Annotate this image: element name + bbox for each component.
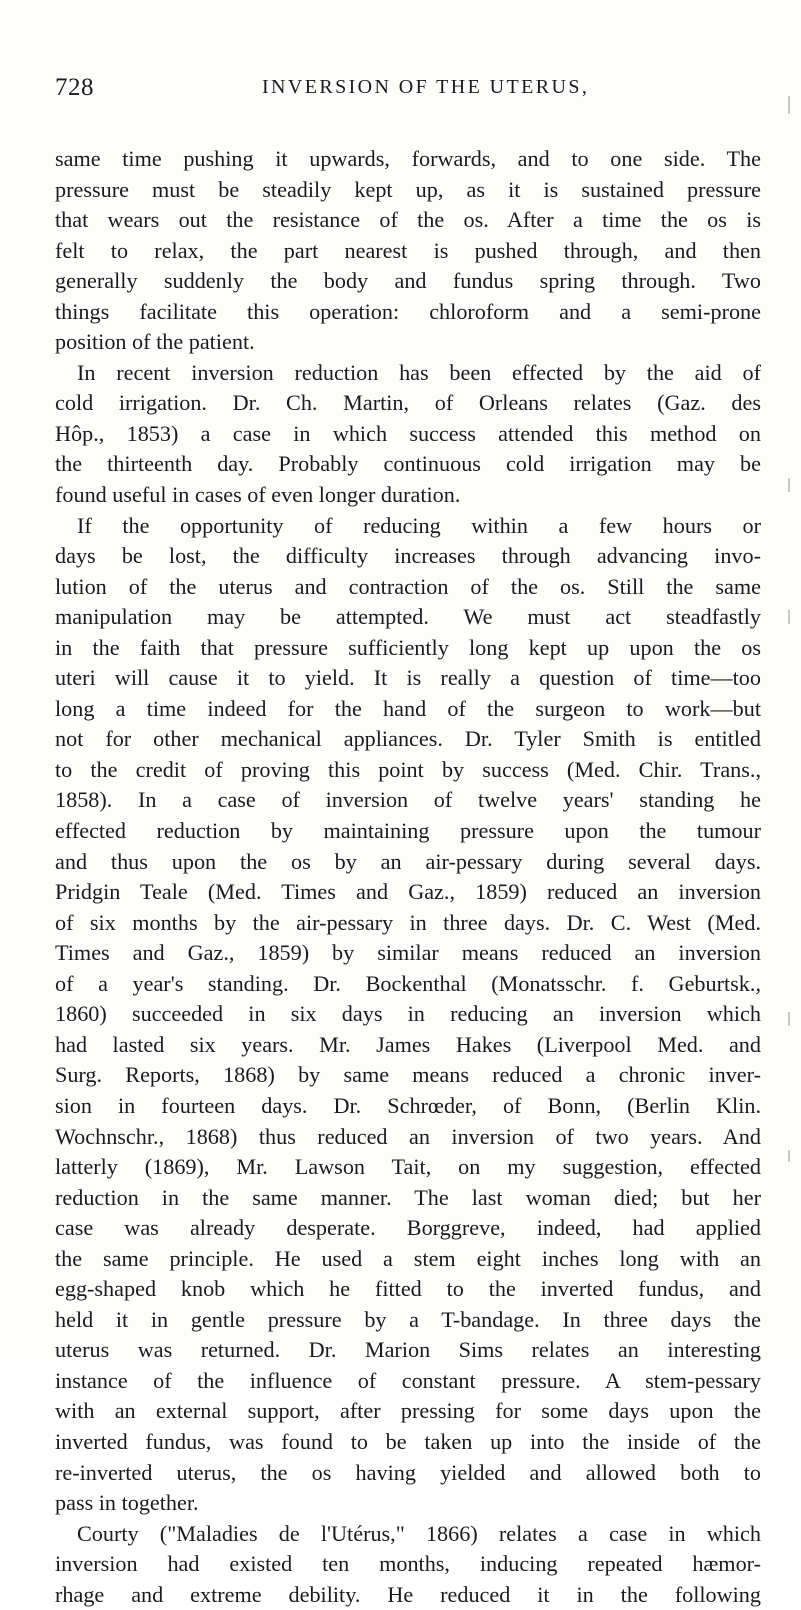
text-line: Wochnschr., 1868) thus reduced an inversion of two years. And	[55, 1123, 761, 1149]
text-line: 1858). In a case of inversion of twelve years' standing he	[55, 787, 761, 813]
text-line: long a time indeed for the hand of the surgeon to work—but	[55, 695, 761, 721]
text-line: effected reduction by maintaining pressure upon the tumour	[55, 818, 761, 844]
text-line: not for other mechanical appliances. Dr. Tyler Smith is entitled	[55, 726, 761, 752]
text-line: position of the patient.	[55, 329, 255, 355]
text-line: 1860) succeeded in six days in reducing an inversion which	[55, 1001, 761, 1027]
text-line: instance of the influence of constant pressure. A stem-pessary	[55, 1367, 761, 1393]
text-line: the thirteenth day. Probably continuous cold irrigation may be	[55, 451, 761, 477]
text-line: inverted fundus, was found to be taken up into the inside of the	[55, 1428, 761, 1454]
page-number: 728	[55, 74, 94, 101]
text-line: uterus was returned. Dr. Marion Sims relates an interesting	[55, 1337, 761, 1363]
text-line: held it in gentle pressure by a T-bandage. In three days the	[55, 1306, 761, 1332]
text-line: If the opportunity of reducing within a few hours or	[77, 512, 761, 538]
text-line: cold irrigation. Dr. Ch. Martin, of Orleans relates (Gaz. des	[55, 390, 761, 416]
text-line: re-inverted uterus, the os having yielded and allowed both to	[55, 1459, 761, 1485]
text-line: that wears out the resistance of the os. After a time the os is	[55, 207, 761, 233]
text-line: pass in together.	[55, 1490, 199, 1516]
text-line: reduction in the same manner. The last woman died; but her	[55, 1184, 761, 1210]
text-line: things facilitate this operation: chloroform and a semi-prone	[55, 298, 761, 324]
margin-mark	[788, 1012, 790, 1026]
text-line: to the credit of proving this point by success (Med. Chir. Trans.,	[55, 756, 761, 782]
margin-mark	[788, 1150, 790, 1162]
text-line: inversion had existed ten months, inducing repeated hæmor-	[55, 1551, 761, 1577]
running-head: INVERSION OF THE UTERUS,	[262, 76, 590, 98]
text-line: pressure must be steadily kept up, as it is sustained pressure	[55, 176, 761, 202]
text-line: of six months by the air-pessary in three days. Dr. C. West (Med.	[55, 909, 761, 935]
text-line: rhage and extreme debility. He reduced it in the following	[55, 1581, 761, 1607]
margin-mark	[788, 610, 790, 624]
text-line: latterly (1869), Mr. Lawson Tait, on my suggestion, effected	[55, 1154, 761, 1180]
margin-mark	[788, 478, 790, 492]
page-header	[55, 74, 746, 108]
text-line: Hôp., 1853) a case in which success attended this method on	[55, 420, 761, 446]
text-line: had lasted six years. Mr. James Hakes (Liverpool Med. and	[55, 1031, 761, 1057]
text-line: manipulation may be attempted. We must act steadfastly	[55, 604, 761, 630]
text-line: egg-shaped knob which he fitted to the inverted fundus, and	[55, 1276, 761, 1302]
text-line: Pridgin Teale (Med. Times and Gaz., 1859) reduced an inversion	[55, 879, 761, 905]
text-line: felt to relax, the part nearest is pushed through, and then	[55, 237, 761, 263]
text-line: the same principle. He used a stem eight inches long with an	[55, 1245, 761, 1271]
text-line: uteri will cause it to yield. It is really a question of time—too	[55, 665, 761, 691]
text-line: found useful in cases of even longer duration.	[55, 482, 461, 508]
body-text	[55, 144, 761, 1610]
text-line: same time pushing it upwards, forwards, and to one side. The	[55, 146, 761, 171]
text-line: with an external support, after pressing for some days upon the	[55, 1398, 761, 1424]
text-line: In recent inversion reduction has been effected by the aid of	[77, 359, 761, 385]
text-line: of a year's standing. Dr. Bockenthal (Monatsschr. f. Geburtsk.,	[55, 970, 761, 996]
text-line: and thus upon the os by an air-pessary during several days.	[55, 848, 761, 874]
text-line: Courty ("Maladies de l'Utérus," 1866) relates a case in which	[77, 1520, 761, 1546]
text-line: lution of the uterus and contraction of the os. Still the same	[55, 573, 761, 599]
text-line: Surg. Reports, 1868) by same means reduced a chronic inver-	[55, 1062, 761, 1088]
text-line: Times and Gaz., 1859) by similar means reduced an inversion	[55, 940, 761, 966]
text-line: generally suddenly the body and fundus spring through. Two	[55, 268, 761, 294]
text-line: days be lost, the difficulty increases through advancing invo-	[55, 543, 761, 569]
text-line: case was already desperate. Borggreve, indeed, had applied	[55, 1215, 761, 1241]
text-line: in the faith that pressure sufficiently long kept up upon the os	[55, 634, 761, 660]
text-line: sion in fourteen days. Dr. Schrœder, of Bonn, (Berlin Klin.	[55, 1092, 761, 1118]
margin-mark	[788, 96, 790, 114]
